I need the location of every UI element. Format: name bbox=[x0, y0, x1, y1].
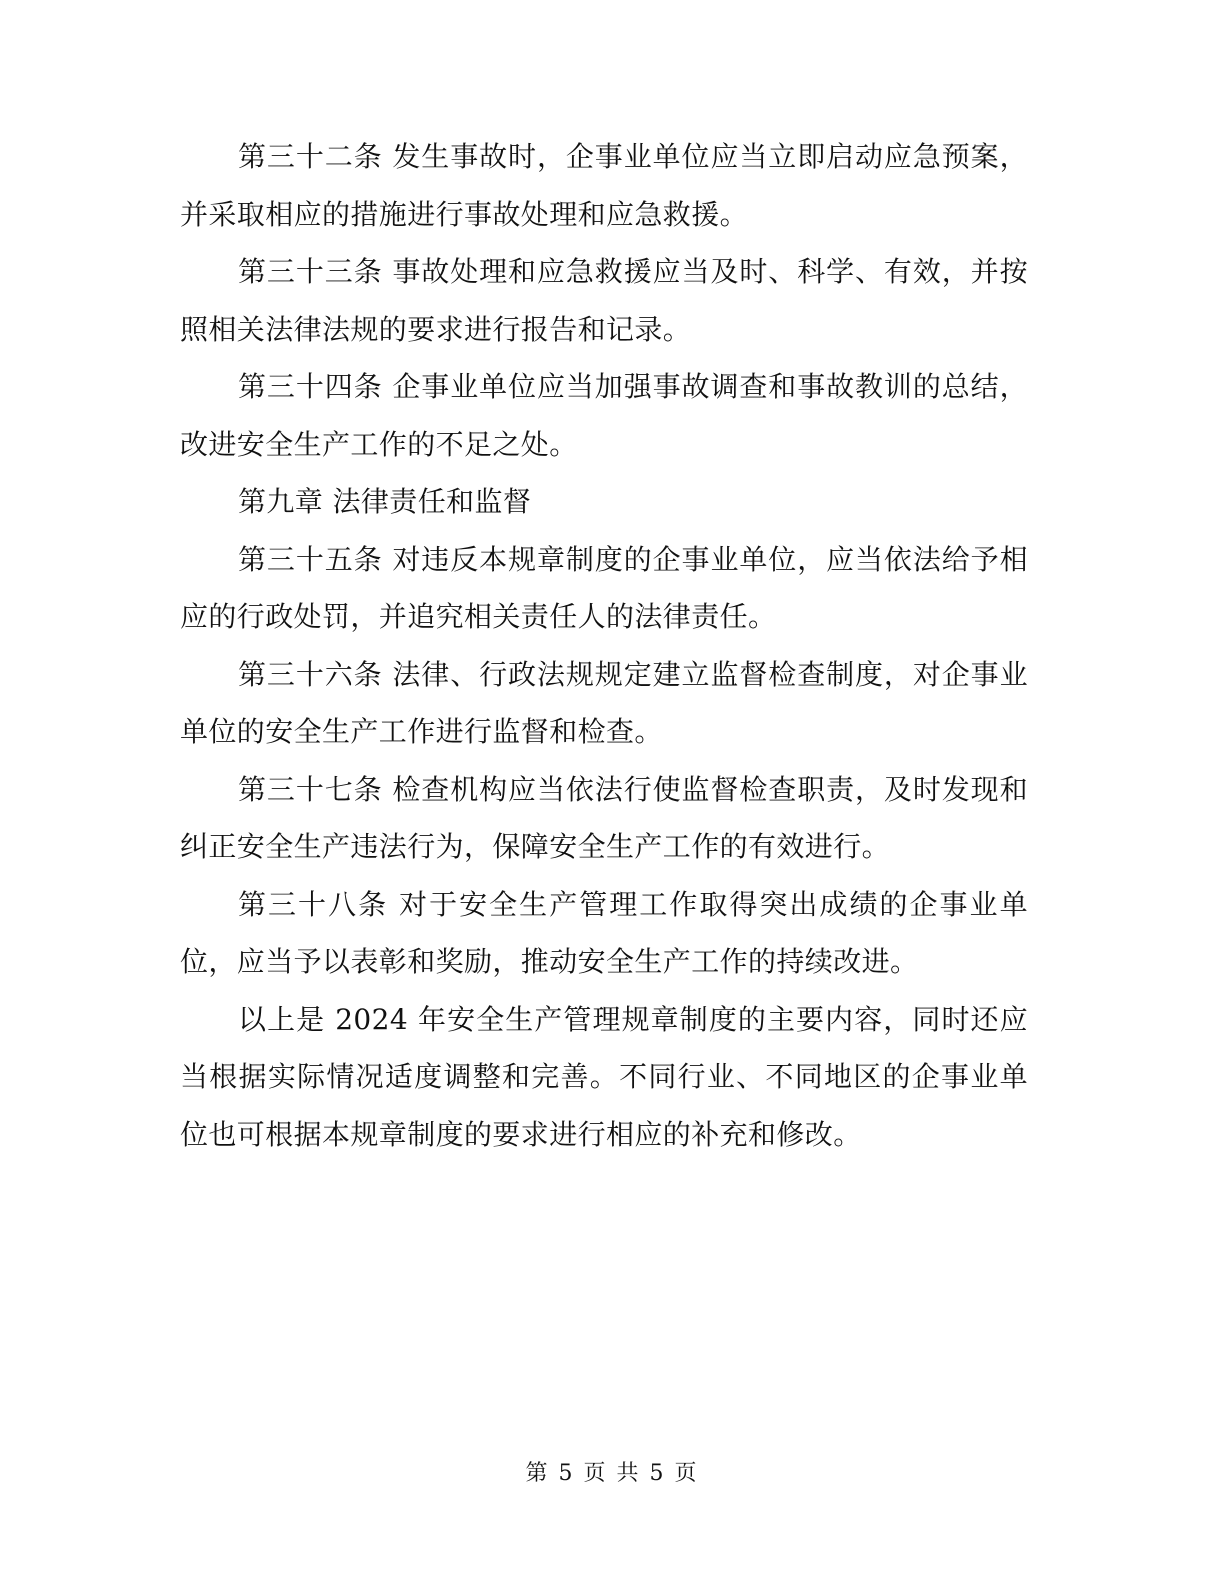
article-36: 第三十六条 法律、行政法规规定建立监督检查制度，对企事业单位的安全生产工作进行监督和检查。 bbox=[180, 657, 1028, 748]
article-35: 第三十五条 对违反本规章制度的企事业单位，应当依法给予相应的行政处罚，并追究相关责任人的法律责任。 bbox=[180, 542, 1028, 633]
closing-paragraph: 以上是 2024 年安全生产管理规章制度的主要内容，同时还应当根据实际情况适度调整和完善。不同行业、不同地区的企事业单位也可根据本规章制度的要求进行相应的补充和修改。 bbox=[180, 1002, 1028, 1151]
article-37: 第三十七条 检查机构应当依法行使监督检查职责，及时发现和纠正安全生产违法行为，保障安全生产工作的有效进行。 bbox=[180, 772, 1028, 863]
article-33: 第三十三条 事故处理和应急救援应当及时、科学、有效，并按照相关法律法规的要求进行报告和记录。 bbox=[180, 255, 1028, 346]
chapter-9-heading: 第九章 法律责任和监督 bbox=[238, 485, 532, 518]
article-34: 第三十四条 企事业单位应当加强事故调查和事故教训的总结，改进安全生产工作的不足之处。 bbox=[180, 370, 1028, 461]
page-number-footer: 第 5 页 共 5 页 bbox=[525, 1461, 699, 1486]
article-38: 第三十八条 对于安全生产管理工作取得突出成绩的企事业单位，应当予以表彰和奖励，推动安全生产工作的持续改进。 bbox=[180, 887, 1028, 978]
article-32: 第三十二条 发生事故时，企事业单位应当立即启动应急预案，并采取相应的措施进行事故处理和应急救援。 bbox=[180, 140, 1028, 231]
document-body bbox=[180, 128, 1028, 1163]
